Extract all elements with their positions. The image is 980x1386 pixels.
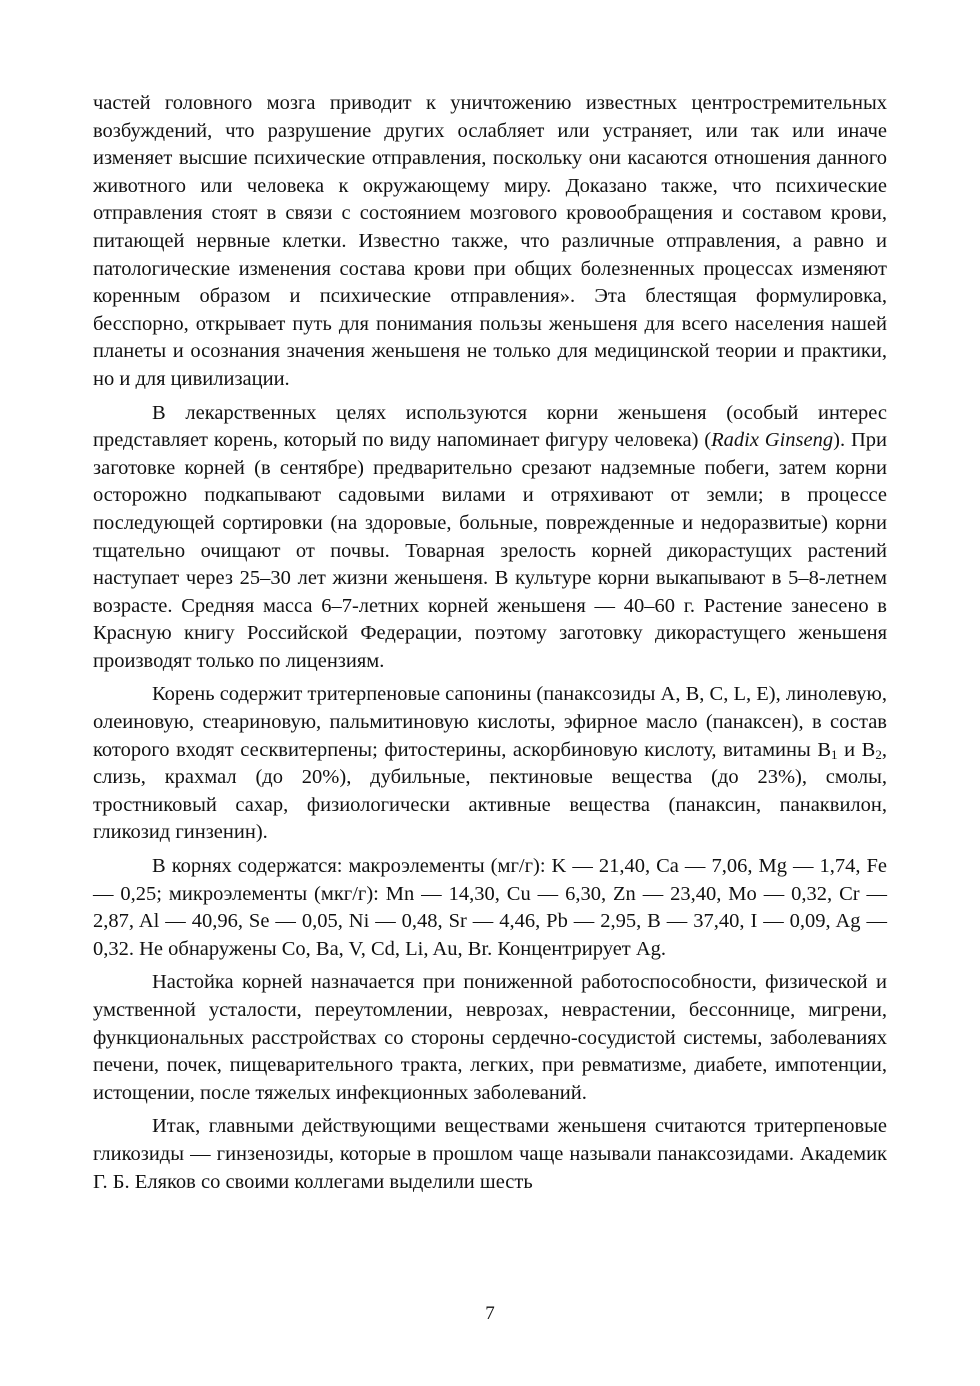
paragraph-3-text-b: и B <box>837 738 876 761</box>
paragraph-6: Итак, главными действующими веществами женьшеня считаются тритерпеновые гликозиды — гинзенозиды, которые в прошлом чаще называли панаксозидами. Академик Г. Б. Еляков со своими коллегами выделили шесть <box>93 1115 887 1193</box>
paragraph-3-text-a: Корень содержит тритерпеновые сапонины (панаксозиды A, B, C, L, E), линолевую, олеиновую, стеариновую, пальмитиновую кислоты, эфирное масло (панаксен), в состав которого входят сесквитерпены; фитостерины, аскорбиновую кислоту, витамины B <box>93 683 887 761</box>
paragraph-2-text-end: ). При заготовке корней (в сентябре) предварительно срезают надземные побеги, затем корни осторожно подкапывают садовыми вилами и отряхивают от земли; в процессе последующей сортировки (на здоровые, больные, поврежденные и недоразвитые) корни тщательно очищают от почвы. Товарная зрелость корней дикорастущих растений наступает через 25–30 лет жизни женьшеня. В культуре корни выкапывают в 5–8-летнем возрасте. Средняя масса 6–7-летних корней женьшеня — 40–60 г. Растение занесено в Красную книгу Российской Федерации, поэтому заготовку дикорастущего женьшеня производят только по лицензиям. <box>93 429 887 672</box>
subscript-1: 1 <box>831 746 838 762</box>
paragraph-3-text-c: , слизь, крахмал (до 20%), дубильные, пектиновые вещества (до 23%), смолы, тростниковый сахар, физиологически активные вещества (панаксин, панаквилон, гликозид гинзенин). <box>93 738 887 844</box>
paragraph-2-text-start: В лекарственных целях используются корни женьшеня (особый интерес представляет корень, который по виду напоминает фигуру человека) ( <box>93 401 887 452</box>
subscript-2: 2 <box>875 746 882 762</box>
paragraph-1: частей головного мозга приводит к уничтожению известных центростремительных возбуждений, что разрушение других ослабляет или устраняет, или так или иначе изменяет высшие психические отправления, поскольку они касаются отношения данного животного или человека к окружающему миру. Доказано также, что психические отправления стоят в связи с состоянием мозгового кровообращения и составом крови, питающей нервные клетки. Известно также, что различные отправления, а равно и патологические изменения состава крови при общих болезненных процессах изменяют коренным образом и психические отправления». Эта блестящая формулировка, бесспорно, открывает путь для понимания пользы женьшеня для всего населения нашей планеты и осознания значения женьшеня не только для медицинской теории и практики, но и для цивилизации. <box>93 92 887 390</box>
paragraph-3 <box>93 681 887 847</box>
page-body <box>93 90 887 1196</box>
paragraph-4: В корнях содержатся: макроэлементы (мг/г): K — 21,40, Ca — 7,06, Mg — 1,74, Fe — 0,25; микроэлементы (мкг/г): Mn — 14,30, Cu — 6,30, Zn — 23,40, Mo — 0,32, Cr — 2,87, Al — 40,96, Se — 0,05, Ni — 0,48, Sr — 4,46, Pb — 2,95, B — 37,40, I — 0,09, Ag — 0,32. Не обнаружены Co, Ba, V, Cd, Li, Au, Br. Концентрирует Ag. <box>93 855 887 960</box>
latin-name-radix-ginseng: Radix Ginseng <box>711 429 834 452</box>
page-number: 7 <box>485 1303 495 1324</box>
paragraph-2 <box>93 400 887 676</box>
paragraph-5: Настойка корней назначается при пониженной работоспособности, физической и умственной усталости, переутомлении, неврозах, неврастении, бессоннице, мигрени, функциональных расстройствах со стороны сердечно-сосудистой системы, заболеваниях печени, почек, пищеварительного тракта, легких, при ревматизме, диабете, импотенции, истощении, после тяжелых инфекционных заболеваний. <box>93 971 887 1104</box>
